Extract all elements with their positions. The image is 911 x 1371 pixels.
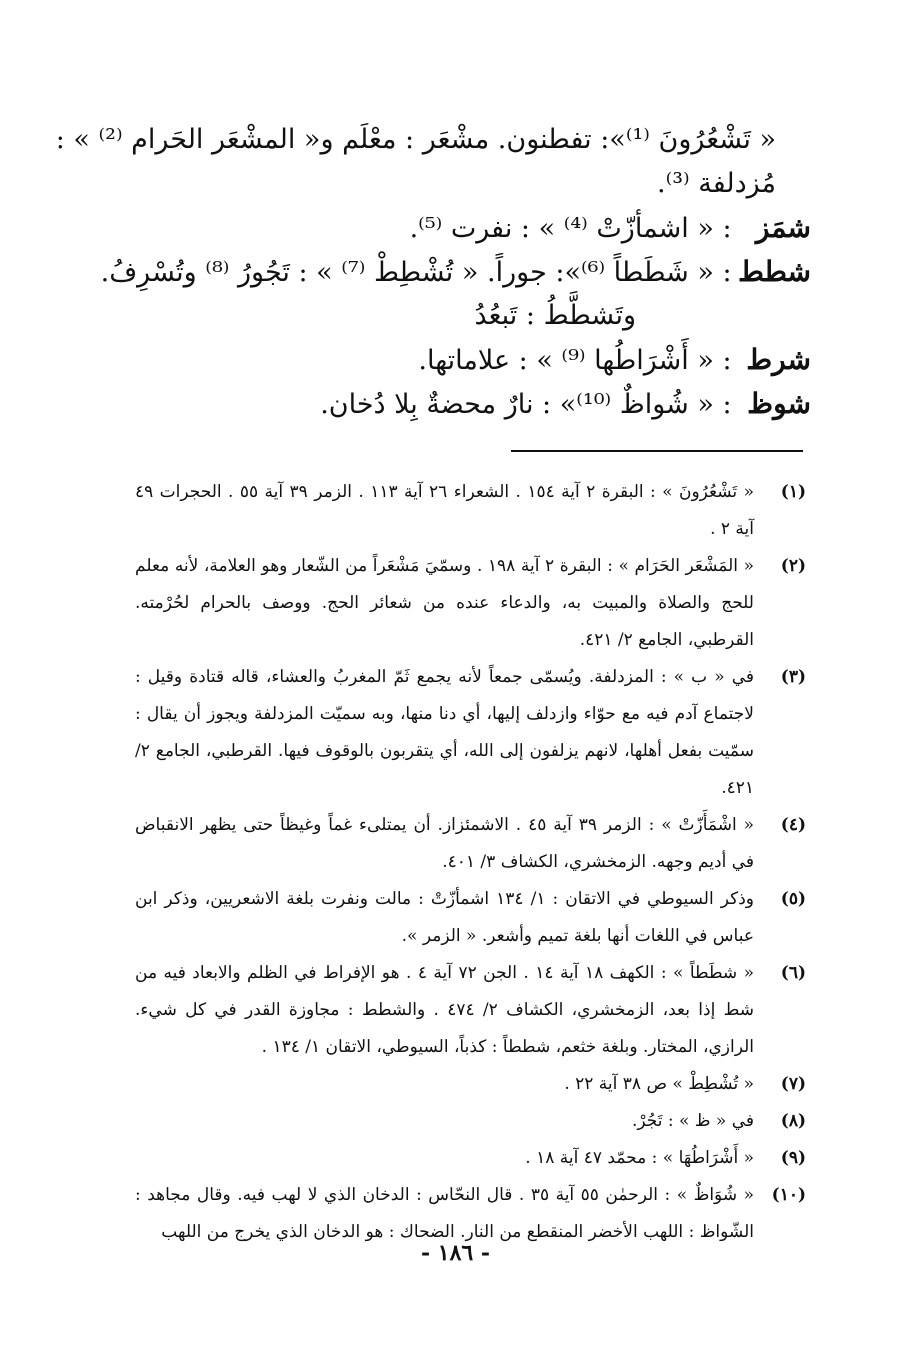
footnote-text: « المَشْعَر الحَرَام » : البقرة ٢ آية ١٩٨ . وسمّيَ مَشْعَراً من الشّعار وهو العلامة، لأنه معلم للحج والصلاة والمبيت به، والدعاء عنده من شعائر الحج. ووصف بالحرام لحُرْمته. القرطبي، الجامع ٢/ ٤٢١. — [135, 556, 754, 650]
footnote-text: « شُوَاظٌ » : الرحمٰن ٥٥ آية ٣٥ . قال النحّاس : الدخان الذي لا لهب فيه. وقال مجاهد : الشّواظ : اللهب الأخضر المنقطع من النار. الضحاك : هو الدخان الذي يخرج من اللهب — [135, 1185, 754, 1242]
footnote-text: « تُشْطِطْ » ص ٣٨ آية ٢٢ . — [564, 1074, 754, 1094]
footnote-text: « أَشْرَاطُهَا » : محمّد ٤٧ آية ١٨ . — [525, 1148, 754, 1168]
entry-text: وتَشطَّطُ : تَبعُدُ — [474, 300, 636, 331]
footnote-number: (١٠) — [771, 1185, 806, 1205]
footnote-number: (١) — [780, 482, 806, 502]
entry-line — [110, 338, 811, 382]
footnote — [135, 548, 806, 659]
footnote — [135, 1066, 806, 1103]
entry-text: : « اشمأزّتْ ⁽⁴⁾ » : نفرت ⁽⁵⁾. — [409, 213, 732, 244]
entry-text: : « أَشْرَاطُها ⁽⁹⁾ » : علاماتها. — [418, 345, 732, 376]
footnote-number: (٦) — [780, 963, 806, 983]
page-number: - ١٨٦ - — [420, 1240, 491, 1266]
root-word: شرط — [746, 343, 811, 376]
footnote-text: في « ظ » : تَجُرْ. — [631, 1111, 754, 1131]
footnote — [135, 474, 806, 548]
footnote-text: في « ب » : المزدلفة. ويُسمّى جمعاً لأنه يجمع ثَمّ المغربُ والعشاء، قاله قتادة وقيل : لاجتماع آدم فيه مع حوّاء وازدلف إليها، أي دنا منها، وبه سميّت المزدلفة ويجوز أن يقال : سمّيت بفعل أهلها، لانهم يزلفون إلى الله، أي يتقربون بالوقوف فيها. القرطبي، الجامع ٢/ ٤٢١. — [135, 667, 754, 798]
entry-line — [55, 118, 811, 162]
footnote — [135, 1140, 806, 1177]
entry-text: « تَشْعُرُونَ ⁽¹⁾»: تفطنون. مشْعَر : معْلَم و« المشْعَر الحَرام ⁽²⁾ » : — [55, 124, 776, 155]
footnotes — [135, 474, 806, 1251]
root-word: شمَز — [755, 211, 811, 244]
footnote-text: « اشْمَأَزّتْ » : الزمر ٣٩ آية ٤٥ . الاشمئزاز. أن يمتلىء غماً وغيظاً حتى يظهر الانقباض في أديم وجهه. الزمخشري، الكشاف ٣/ ٤٠١. — [135, 815, 754, 872]
footnote — [135, 1103, 806, 1140]
footnote-text: وذكر السيوطي في الاتقان : ١/ ١٣٤ اشمأزّتْ : مالت ونفرت بلغة الاشعريين، وذكر ابن عباس في اللغات أنها بلغة تميم وأشعر. « الزمر ». — [135, 889, 754, 946]
entry-text: : « شَطَطاً ⁽⁶⁾»: جوراً. « تُشْطِطْ ⁽⁷⁾ » : تَجُورُ ⁽⁸⁾ وتُسْرِفُ. — [100, 257, 732, 288]
footnote-number: (٧) — [780, 1074, 806, 1094]
footnote-text: « شطَطاً » : الكهف ١٨ آية ١٤ . الجن ٧٢ آية ٤ . هو الإفراط في الظلم والابعاد فيه من شط إذا بعد، الزمخشري، الكشاف ٢/ ٤٧٤ . والشطط : مجاوزة القدر في كل شيء. الرازي، المختار. وبلغة خثعم، شططاً : كذباً، السيوطي، الاتقان ١/ ١٣٤ . — [135, 963, 754, 1057]
footnote-divider — [511, 450, 803, 452]
footnote-number: (٥) — [780, 889, 806, 909]
entry-text: : « شُواظٌ ⁽¹⁰⁾» : نارٌ محضةٌ بِلا دُخان. — [320, 389, 732, 420]
entry-line — [110, 162, 811, 206]
footnote — [135, 881, 806, 955]
root-word: شطط — [737, 255, 811, 288]
entry-line — [110, 206, 811, 250]
entry-line — [110, 294, 811, 338]
footnote-text: « تَشْعُرُونَ » : البقرة ٢ آية ١٥٤ . الشعراء ٢٦ آية ١١٣ . الزمر ٣٩ آية ٥٥ . الحجرات ٤٩ آية ٢ . — [135, 482, 754, 539]
footnote-number: (٤) — [780, 815, 806, 835]
footnote-number: (٢) — [780, 556, 806, 576]
entry-text: مُزدلفة ⁽³⁾. — [656, 168, 776, 199]
footnote-number: (٣) — [780, 667, 806, 687]
entry-line — [110, 382, 811, 426]
footnote — [135, 807, 806, 881]
main-text — [55, 118, 811, 426]
entry-line — [100, 250, 811, 294]
root-word: شوظ — [747, 387, 811, 420]
footnote — [135, 659, 806, 807]
footnote-number: (٩) — [780, 1148, 806, 1168]
footnote-number: (٨) — [780, 1111, 806, 1131]
footnote — [135, 955, 806, 1066]
